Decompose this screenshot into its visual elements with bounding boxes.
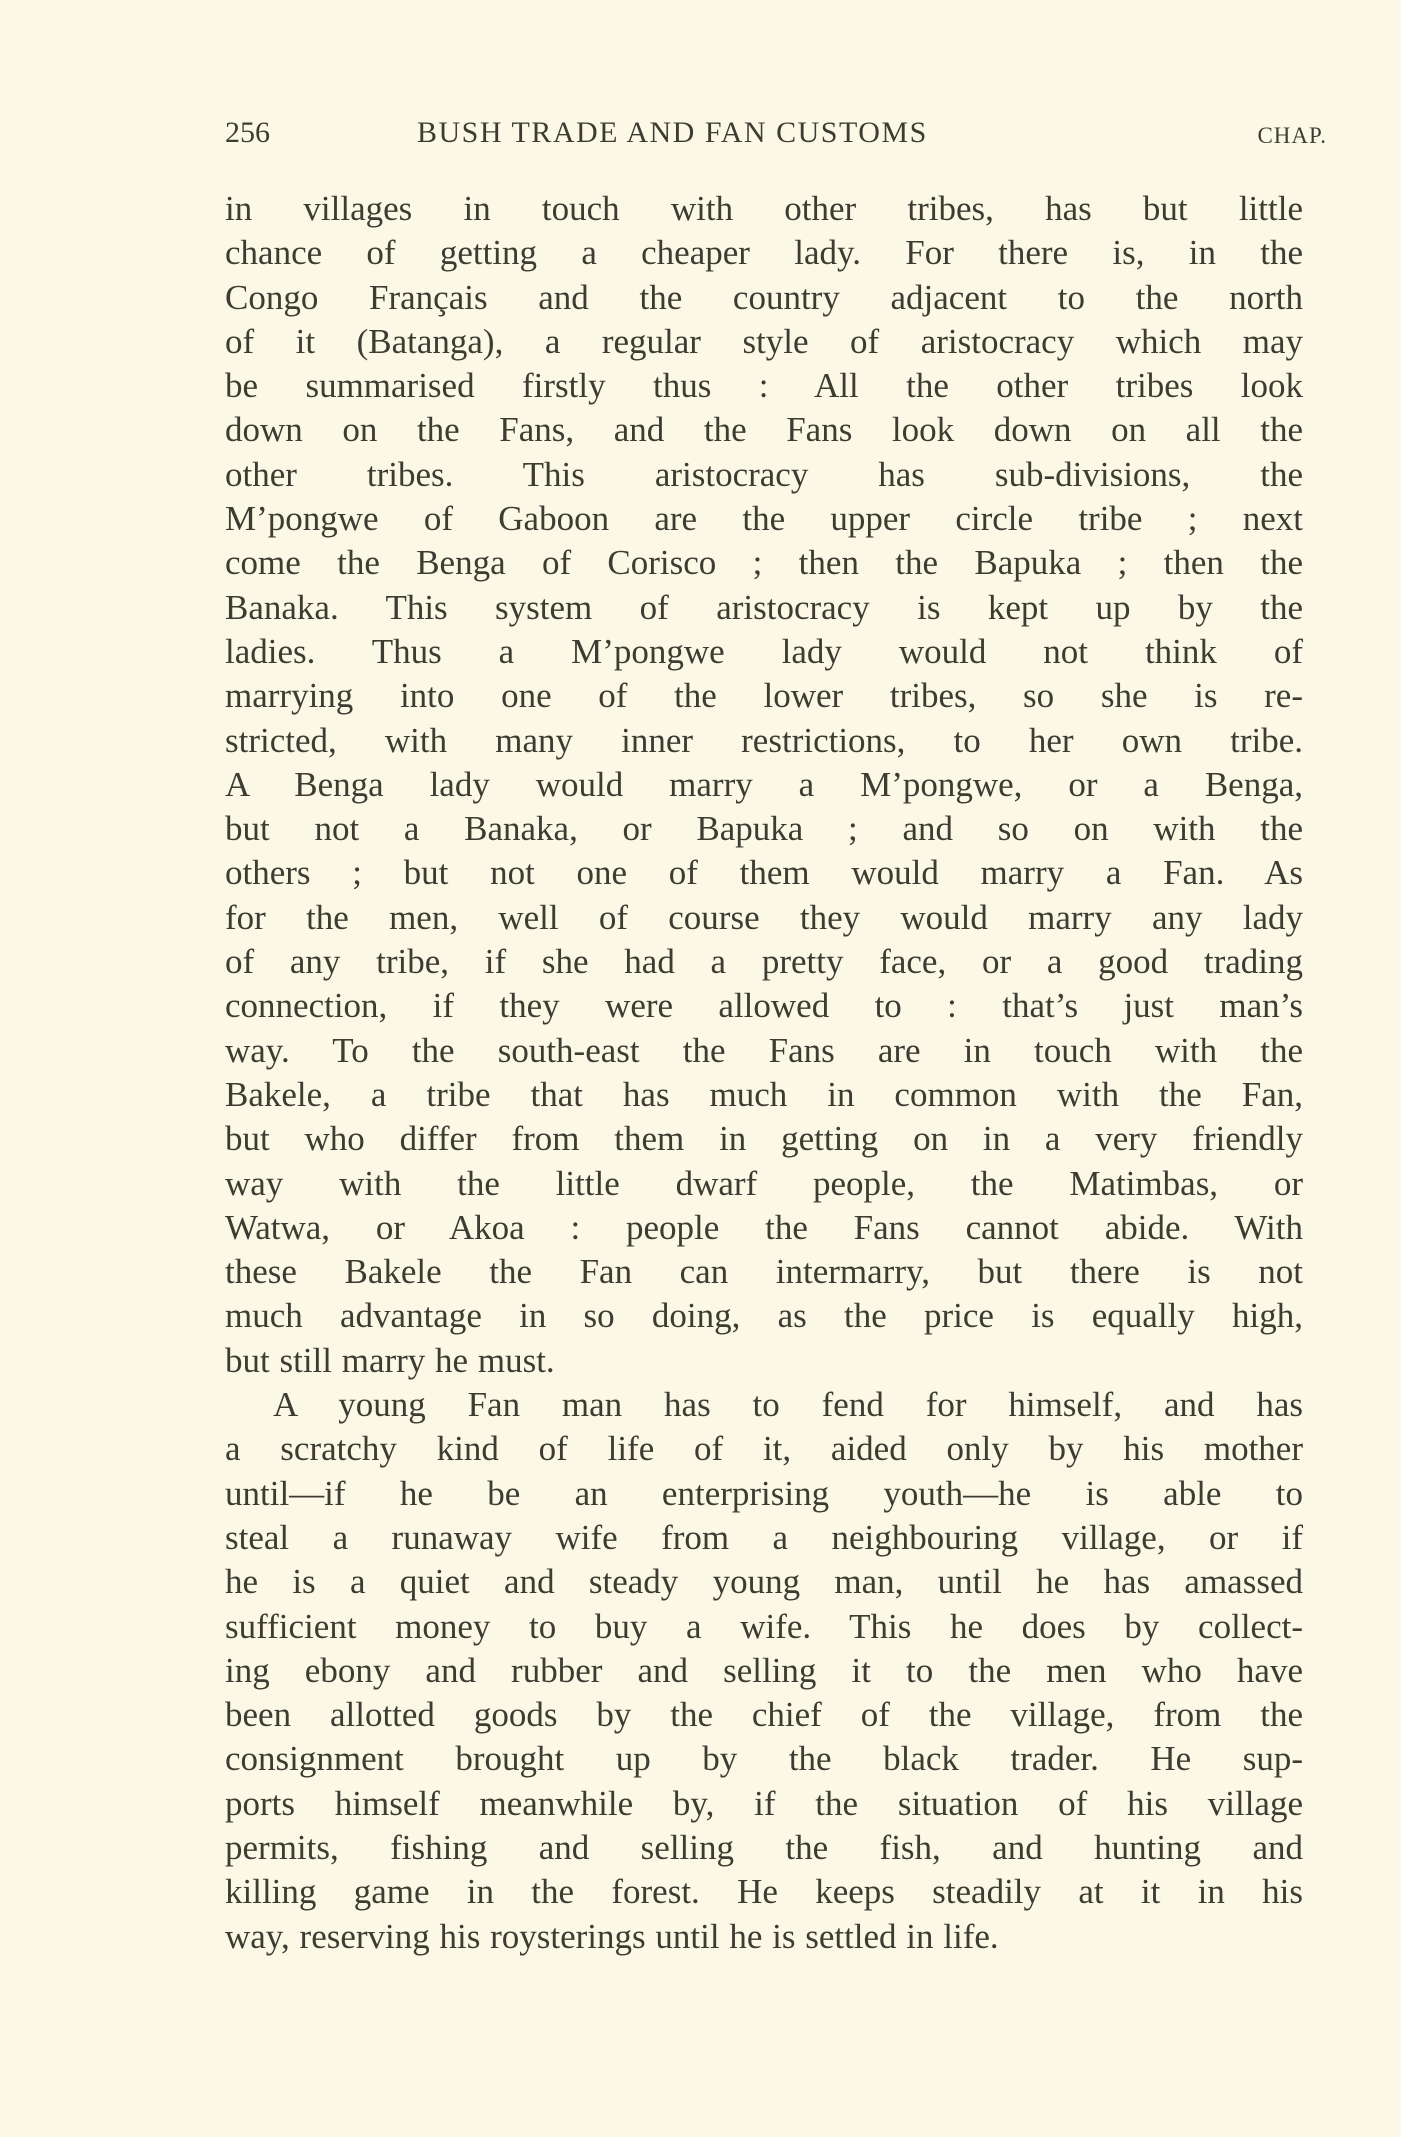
paragraph	[225, 187, 1303, 1383]
text-line: M’pongwe of Gaboon are the upper circle tribe ; next	[225, 499, 1303, 539]
text-line: down on the Fans, and the Fans look down on all the	[225, 410, 1303, 450]
text-line: until—if he be an enterprising youth—he is able to	[225, 1473, 1303, 1513]
text-line: much advantage in so doing, as the price is equally high,	[225, 1296, 1303, 1336]
text-line: permits, fishing and selling the fish, and hunting and	[225, 1827, 1303, 1867]
text-line: steal a runaway wife from a neighbouring village, or if	[225, 1517, 1303, 1557]
text-line: A young Fan man has to fend for himself, and has	[273, 1385, 1303, 1425]
text-line: ladies. Thus a M’pongwe lady would not think of	[225, 631, 1303, 671]
text-line: stricted, with many inner restrictions, to her own tribe.	[225, 720, 1303, 760]
page-number: 256	[225, 116, 270, 149]
text-line: others ; but not one of them would marry a Fan. As	[225, 853, 1303, 893]
text-line: been allotted goods by the chief of the village, from the	[225, 1695, 1303, 1735]
text-line: chance of getting a cheaper lady. For there is, in the	[225, 233, 1303, 273]
text-line: way with the little dwarf people, the Matimbas, or	[225, 1163, 1303, 1203]
text-line: of any tribe, if she had a pretty face, or a good trading	[225, 942, 1303, 982]
text-line: these Bakele the Fan can intermarry, but there is not	[225, 1252, 1303, 1292]
text-line: ports himself meanwhile by, if the situation of his village	[225, 1783, 1303, 1823]
text-line: Bakele, a tribe that has much in common with the Fan,	[225, 1074, 1303, 1114]
text-line: come the Benga of Corisco ; then the Bapuka ; then the	[225, 543, 1303, 583]
text-line: way, reserving his roysterings until he is settled in life.	[225, 1916, 999, 1956]
text-line: ing ebony and rubber and selling it to the men who have	[225, 1650, 1303, 1690]
text-line: he is a quiet and steady young man, until he has amassed	[225, 1562, 1303, 1602]
text-line: Banaka. This system of aristocracy is kept up by the	[225, 587, 1303, 627]
running-head	[225, 118, 1327, 148]
text-line: but still marry he must.	[225, 1340, 555, 1380]
text-line: for the men, well of course they would marry any lady	[225, 897, 1303, 937]
text-line: marrying into one of the lower tribes, so she is re-	[225, 676, 1303, 716]
text-line: of it (Batanga), a regular style of aristocracy which may	[225, 321, 1303, 361]
running-title: BUSH TRADE AND FAN CUSTOMS	[417, 116, 928, 149]
text-line: but who differ from them in getting on in a very friendly	[225, 1119, 1303, 1159]
text-line: connection, if they were allowed to : that’s just man’s	[225, 986, 1303, 1026]
paragraph	[225, 1383, 1303, 1959]
text-line: way. To the south-east the Fans are in touch with the	[225, 1030, 1303, 1070]
text-line: in villages in touch with other tribes, has but little	[225, 189, 1303, 228]
text-line: Watwa, or Akoa : people the Fans cannot abide. With	[225, 1207, 1303, 1247]
text-line: Congo Français and the country adjacent to the north	[225, 277, 1303, 317]
text-line: killing game in the forest. He keeps steadily at it in his	[225, 1872, 1303, 1912]
text-line: sufficient money to buy a wife. This he does by collect-	[225, 1606, 1303, 1646]
text-line: A Benga lady would marry a M’pongwe, or a Benga,	[225, 764, 1303, 804]
text-line: be summarised firstly thus : All the other tribes look	[225, 366, 1303, 406]
text-line: consignment brought up by the black trader. He sup-	[225, 1739, 1303, 1779]
chapter-label: CHAP.	[1257, 123, 1327, 148]
text-line: other tribes. This aristocracy has sub-divisions, the	[225, 454, 1303, 494]
text-line: but not a Banaka, or Bapuka ; and so on with the	[225, 809, 1303, 849]
text-line: a scratchy kind of life of it, aided only by his mother	[225, 1429, 1303, 1469]
body-text	[225, 187, 1303, 1959]
